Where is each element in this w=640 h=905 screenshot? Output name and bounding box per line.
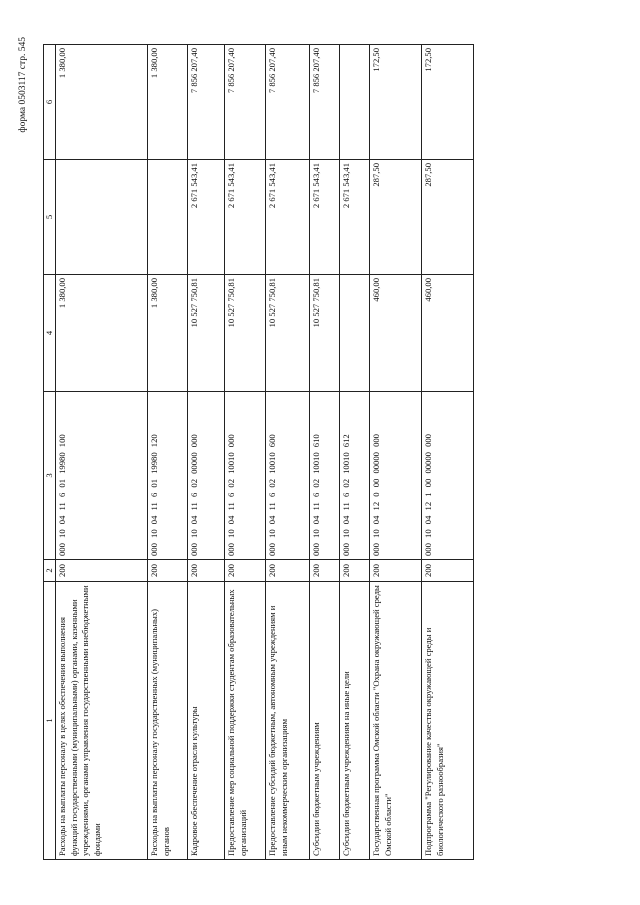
table-row <box>370 45 422 860</box>
table-row <box>310 45 340 860</box>
approved-amount <box>340 275 370 392</box>
executed-amount: 2 671 543,41 <box>266 160 310 275</box>
executed-amount <box>56 160 148 275</box>
unexecuted-amount: 1 380,00 <box>148 45 188 160</box>
line-code: 200 <box>225 560 266 582</box>
table-row <box>148 45 188 860</box>
table-row <box>266 45 310 860</box>
line-code: 200 <box>370 560 422 582</box>
budget-classification-code: 000 10 04 11 6 02 10010 600 <box>266 392 310 560</box>
row-name: Государственная программа Омской области "Охрана окружающей среды Омской области" <box>370 582 422 860</box>
table-row <box>340 45 370 860</box>
column-header-4: 4 <box>44 275 56 392</box>
table-row <box>225 45 266 860</box>
row-name: Предоставление мер социальной поддержки студентам образовательных организаций <box>225 582 266 860</box>
row-name: Кадровое обеспечение отрасли культуры <box>188 582 225 860</box>
row-name: Субсидии бюджетным учреждениям <box>310 582 340 860</box>
budget-classification-code: 000 10 04 11 6 02 10010 610 <box>310 392 340 560</box>
budget-classification-code: 000 10 04 11 6 02 10010 000 <box>225 392 266 560</box>
executed-amount: 287,50 <box>422 160 474 275</box>
line-code: 200 <box>340 560 370 582</box>
line-code: 200 <box>266 560 310 582</box>
column-number-row <box>44 45 56 860</box>
approved-amount: 1 380,00 <box>148 275 188 392</box>
approved-amount: 10 527 750,81 <box>310 275 340 392</box>
row-name: Расходы на выплаты персоналу в целях обеспечения выполнения функций государственными (муниципальными) органами, казенными учреждениями, органами управления государственными внебюджетными фондами <box>56 582 148 860</box>
column-header-1: 1 <box>44 582 56 860</box>
line-code: 200 <box>148 560 188 582</box>
table-row <box>56 45 148 860</box>
approved-amount: 460,00 <box>370 275 422 392</box>
budget-classification-code: 000 10 04 11 6 01 19980 100 <box>56 392 148 560</box>
line-code: 200 <box>188 560 225 582</box>
budget-classification-code: 000 10 04 12 1 00 00000 000 <box>422 392 474 560</box>
unexecuted-amount <box>340 45 370 160</box>
approved-amount: 10 527 750,81 <box>188 275 225 392</box>
column-header-6: 6 <box>44 45 56 160</box>
column-header-2: 2 <box>44 560 56 582</box>
column-header-5: 5 <box>44 160 56 275</box>
budget-classification-code: 000 10 04 11 6 02 00000 000 <box>188 392 225 560</box>
line-code: 200 <box>310 560 340 582</box>
line-code: 200 <box>56 560 148 582</box>
row-name: Расходы на выплаты персоналу государственных (муниципальных) органов <box>148 582 188 860</box>
executed-amount: 2 671 543,41 <box>225 160 266 275</box>
row-name: Предоставление субсидий бюджетным, автономным учреждениям и иным некоммерческим организациям <box>266 582 310 860</box>
approved-amount: 460,00 <box>422 275 474 392</box>
unexecuted-amount: 7 856 207,40 <box>225 45 266 160</box>
executed-amount: 2 671 543,41 <box>188 160 225 275</box>
executed-amount <box>148 160 188 275</box>
unexecuted-amount: 1 380,00 <box>56 45 148 160</box>
budget-execution-table <box>43 44 474 860</box>
approved-amount: 10 527 750,81 <box>225 275 266 392</box>
line-code: 200 <box>422 560 474 582</box>
approved-amount: 1 380,00 <box>56 275 148 392</box>
approved-amount: 10 527 750,81 <box>266 275 310 392</box>
unexecuted-amount: 7 856 207,40 <box>188 45 225 160</box>
table-row <box>188 45 225 860</box>
row-name: Субсидии бюджетным учреждениям на иные цели <box>340 582 370 860</box>
executed-amount: 287,50 <box>370 160 422 275</box>
unexecuted-amount: 172,50 <box>422 45 474 160</box>
executed-amount: 2 671 543,41 <box>340 160 370 275</box>
unexecuted-amount: 172,50 <box>370 45 422 160</box>
unexecuted-amount: 7 856 207,40 <box>266 45 310 160</box>
unexecuted-amount: 7 856 207,40 <box>310 45 340 160</box>
table-row <box>422 45 474 860</box>
budget-classification-code: 000 10 04 12 0 00 00000 000 <box>370 392 422 560</box>
executed-amount: 2 671 543,41 <box>310 160 340 275</box>
column-header-3: 3 <box>44 392 56 560</box>
row-name: Подпрограмма "Регулирование качества окружающей среды и биологического разнообразия" <box>422 582 474 860</box>
form-header: форма 0503117 стр. 545 <box>18 37 28 133</box>
budget-classification-code: 000 10 04 11 6 02 10010 612 <box>340 392 370 560</box>
budget-classification-code: 000 10 04 11 6 01 19980 120 <box>148 392 188 560</box>
